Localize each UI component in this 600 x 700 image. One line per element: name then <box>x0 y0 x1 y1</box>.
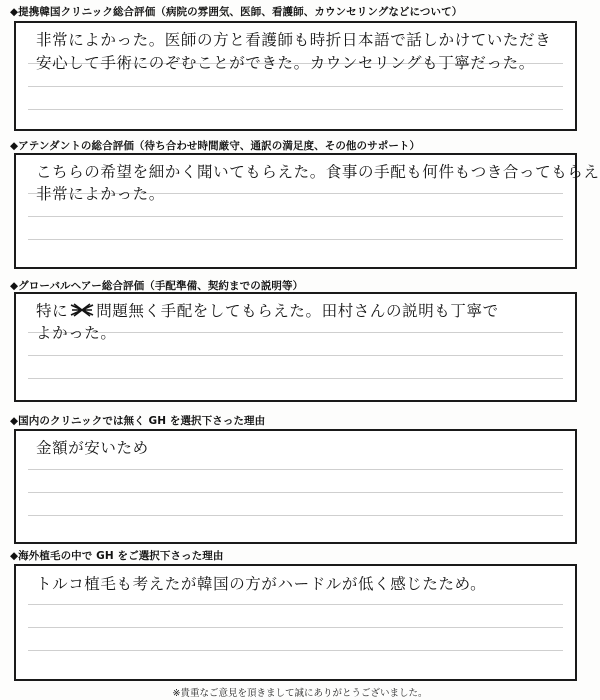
ruled-line <box>28 86 563 87</box>
answer-box <box>14 292 577 402</box>
ruled-line <box>28 378 563 379</box>
handwritten-fragment: 特に <box>36 302 69 320</box>
answer-box <box>14 21 577 131</box>
section-title: ◆グローバルヘアー総合評価（手配準備、契約までの説明等） <box>10 280 304 292</box>
answer-box <box>14 564 577 681</box>
section-title: ◆国内のクリニックでは無く GH を選択下さった理由 <box>10 415 266 427</box>
answer-box <box>14 153 600 269</box>
ruled-line <box>28 355 563 356</box>
ruled-line <box>28 469 563 470</box>
ruled-line <box>28 216 563 217</box>
ruled-line <box>28 627 563 628</box>
handwritten-line: 安心して手術にのぞむことができた。カウンセリングも丁寧だった。 <box>36 54 535 72</box>
section-title: ◆アテンダントの総合評価（待ち合わせ時間厳守、通訳の満足度、その他のサポート） <box>10 140 421 152</box>
ruled-line <box>28 492 563 493</box>
footer-thanks: ※貴重なご意見を頂きまして誠にありがとうございました。 <box>172 688 428 699</box>
ruled-line <box>28 604 563 605</box>
handwritten-line: こちらの希望を細かく聞いてもらえた。食事の手配も何件もつき合ってもらえ <box>36 163 600 181</box>
handwritten-fragment: 問題無く手配をしてもらえた。田村さんの説明も丁寧で <box>96 302 499 320</box>
handwritten-line: トルコ植毛も考えたが韓国の方がハードルが低く感じたため。 <box>36 575 487 593</box>
handwritten-line: よかった。 <box>36 324 117 342</box>
ruled-line <box>28 109 563 110</box>
handwritten-line: 金額が安いため <box>36 439 149 457</box>
ruled-line <box>28 650 563 651</box>
handwritten-line: 非常によかった。医師の方と看護師も時折日本語で話しかけていただき <box>36 31 552 49</box>
handwritten-line <box>36 300 499 322</box>
section-title: ◆提携韓国クリニック総合評価（病院の雰囲気、医師、看護師、カウンセリングなどについて） <box>10 6 463 18</box>
scribbled-out-mark <box>69 302 95 318</box>
handwritten-line: 非常によかった。 <box>36 185 165 203</box>
section-title: ◆海外植毛の中で GH をご選択下さった理由 <box>10 550 224 562</box>
ruled-line <box>28 515 563 516</box>
answer-box <box>14 429 577 544</box>
ruled-line <box>28 239 563 240</box>
